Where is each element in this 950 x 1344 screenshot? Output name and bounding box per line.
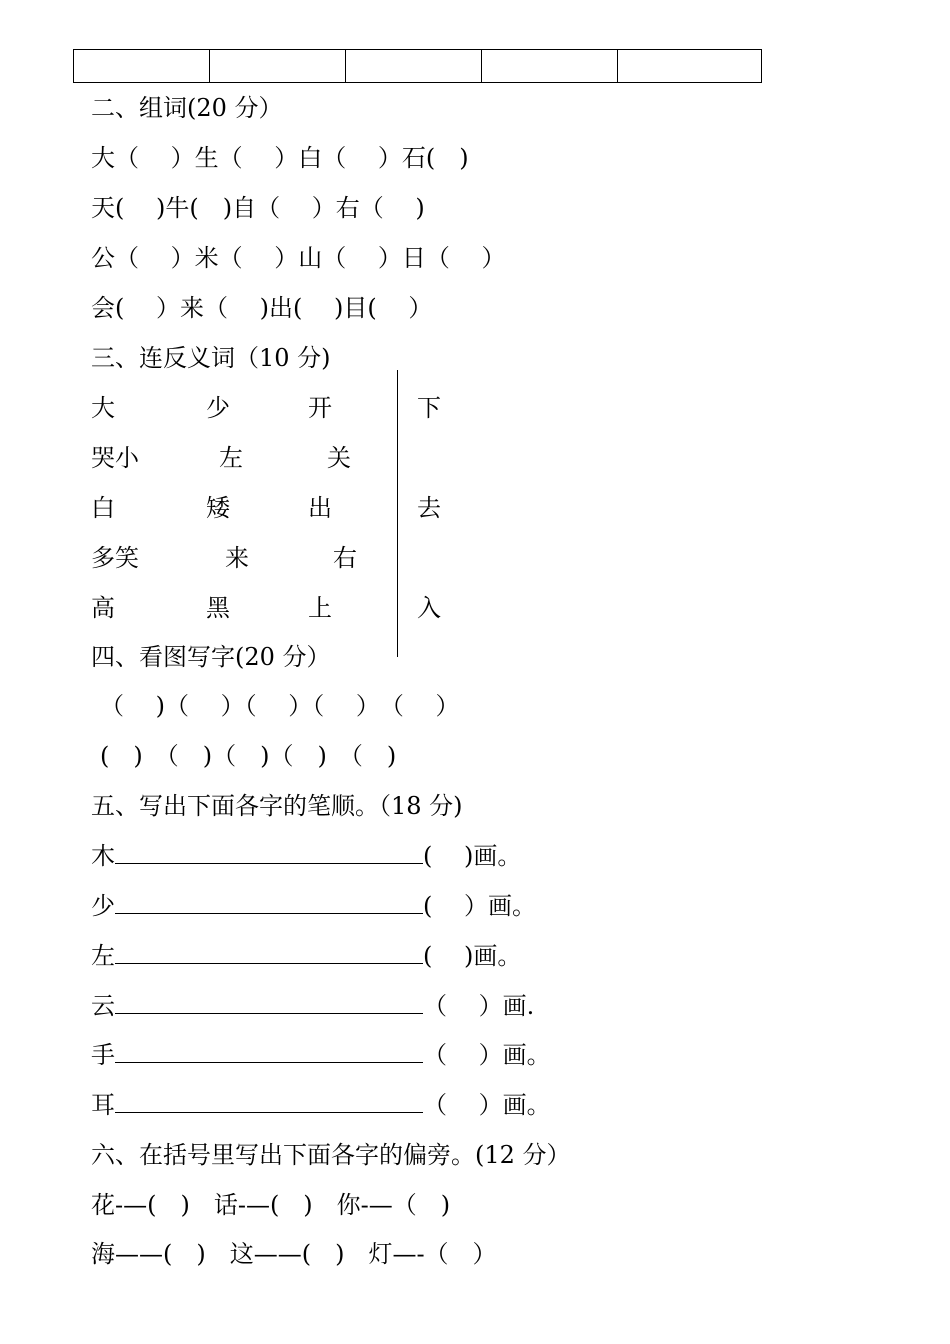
stroke-order-item xyxy=(91,1040,551,1070)
s4-row: （ )（ ）（ ）（ ） （ ） xyxy=(100,692,460,720)
s3-word: 矮 xyxy=(206,494,230,522)
s6-row: 花-—( ) 话-—( ) 你-—（ ) xyxy=(91,1191,451,1219)
stroke-count: （ ）画. xyxy=(423,992,535,1020)
s3-word: 大 xyxy=(91,394,115,422)
s3-word: 少 xyxy=(206,394,230,422)
stroke-count: ( ）画。 xyxy=(423,892,536,920)
s3-word: 上 xyxy=(308,594,332,622)
s3-word: 开 xyxy=(308,394,332,422)
stroke-order-item xyxy=(91,941,521,971)
grid-cell xyxy=(346,50,482,83)
s2-row: 会( ）来（ )出( )目( ） xyxy=(91,294,433,322)
grid-cell xyxy=(74,50,210,83)
grid-cell xyxy=(618,50,762,83)
s3-word: 入 xyxy=(417,594,441,622)
s3-word: 黑 xyxy=(206,594,230,622)
stroke-count: （ ）画。 xyxy=(423,1041,551,1069)
grid-cell xyxy=(482,50,618,83)
stroke-order-item xyxy=(91,1090,551,1120)
stroke-count: ( )画。 xyxy=(423,942,522,970)
s3-word: 白 xyxy=(91,494,115,522)
answer-blank[interactable] xyxy=(115,991,423,1014)
s2-row: 天( )牛( )自（ ）右（ ) xyxy=(91,194,425,222)
stroke-char: 手 xyxy=(91,1041,115,1069)
answer-grid xyxy=(73,49,762,83)
stroke-order-item xyxy=(91,891,536,921)
s2-row: 公（ ）米（ ）山（ ）日（ ） xyxy=(91,244,506,272)
s2-row: 大（ ）生（ ）白（ ）石( ) xyxy=(91,144,469,172)
stroke-count: （ ）画。 xyxy=(423,1091,551,1119)
s3-word: 去 xyxy=(417,494,441,522)
stroke-char: 云 xyxy=(91,992,115,1020)
s3-word: 右 xyxy=(333,544,357,572)
stroke-char: 耳 xyxy=(91,1091,115,1119)
answer-blank[interactable] xyxy=(115,941,423,964)
s3-word: 左 xyxy=(219,444,243,472)
stroke-order-item xyxy=(91,991,534,1021)
answer-blank[interactable] xyxy=(115,841,423,864)
stroke-char: 木 xyxy=(91,842,115,870)
answer-blank[interactable] xyxy=(115,1040,423,1063)
section-5-heading: 五、写出下面各字的笔顺。（18 分) xyxy=(91,792,463,820)
s3-word: 来 xyxy=(225,544,249,572)
answer-blank[interactable] xyxy=(115,1090,423,1113)
section-2-heading: 二、组词(20 分） xyxy=(91,94,283,122)
section-4-heading: 四、看图写字(20 分） xyxy=(91,643,331,671)
stroke-char: 少 xyxy=(91,892,115,920)
stroke-count: ( )画。 xyxy=(423,842,522,870)
grid-cell xyxy=(210,50,346,83)
section-3-heading: 三、连反义词（10 分) xyxy=(91,344,331,372)
s3-word: 下 xyxy=(417,394,441,422)
s3-word: 哭小 xyxy=(91,444,139,472)
divider-line xyxy=(397,370,398,657)
s3-word: 多笑 xyxy=(91,544,139,572)
answer-blank[interactable] xyxy=(115,891,423,914)
s3-word: 出 xyxy=(308,494,332,522)
stroke-order-item xyxy=(91,841,521,871)
s4-row: ( ) （ )（ )（ ) （ ) xyxy=(100,742,397,770)
s3-word: 高 xyxy=(91,594,115,622)
stroke-char: 左 xyxy=(91,942,115,970)
s3-word: 关 xyxy=(327,444,351,472)
s6-row: 海——( ) 这——( ) 灯—-（ ） xyxy=(91,1240,497,1268)
section-6-heading: 六、在括号里写出下面各字的偏旁。(12 分） xyxy=(91,1141,571,1169)
